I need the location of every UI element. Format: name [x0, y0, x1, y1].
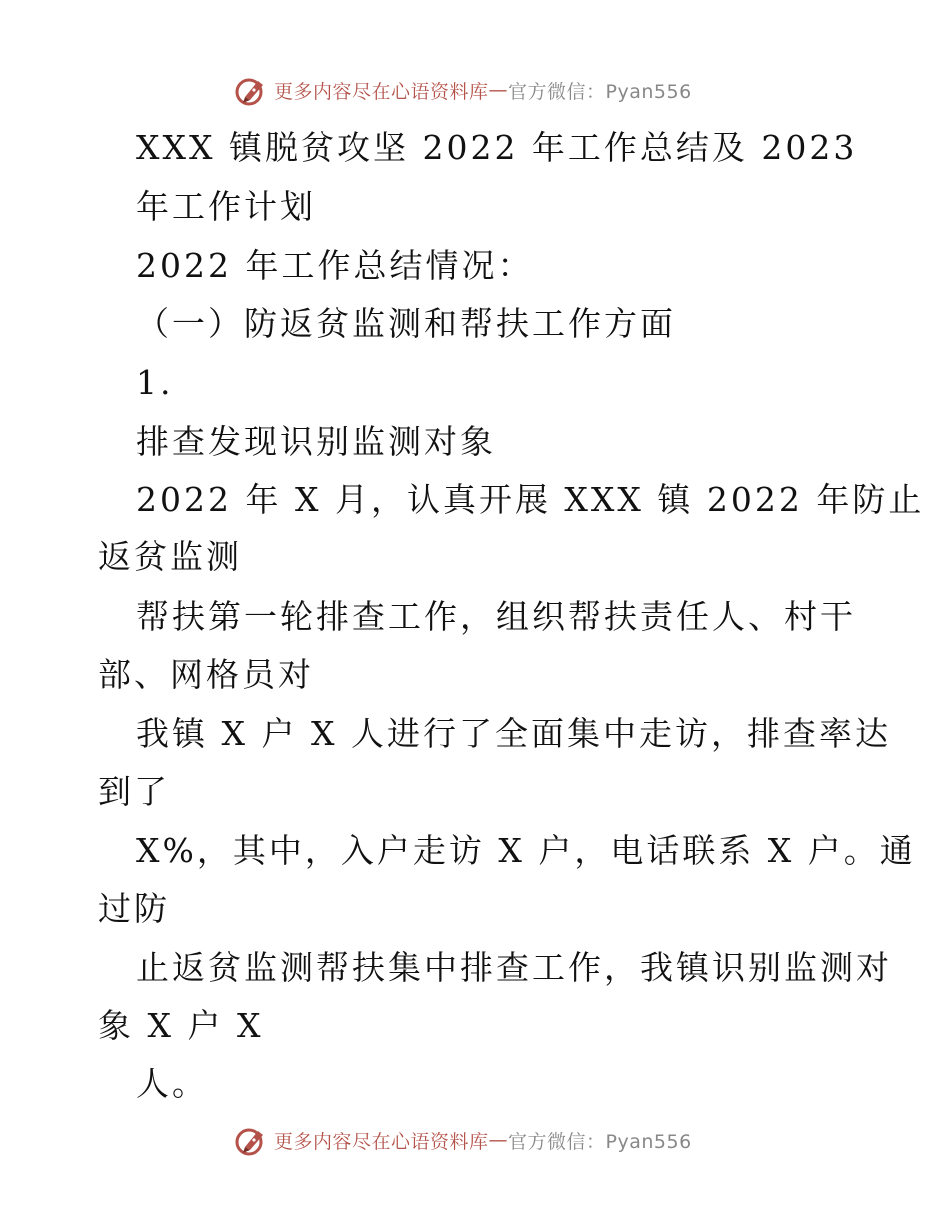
paragraph-line: 止返贫监测帮扶集中排查工作，我镇识别监测对 — [136, 948, 892, 987]
paragraph-line: 象 X 户 X — [98, 1006, 264, 1045]
paragraph-line: X%，其中，入户走访 X 户，电话联系 X 户。通 — [136, 831, 916, 870]
header-watermark — [234, 72, 692, 108]
section-heading: 2022 年工作总结情况： — [136, 246, 534, 285]
subsection-heading: （一）防返贫监测和帮扶工作方面 — [136, 304, 676, 343]
watermark-main-text: 更多内容尽在心语资料库 — [274, 1130, 489, 1153]
watermark-contact-text: 官方微信：Pyan556 — [508, 1130, 692, 1153]
footer-watermark — [234, 1122, 692, 1158]
paragraph-line: 部、网格员对 — [98, 655, 314, 694]
paragraph-line: 过防 — [98, 889, 170, 928]
paragraph-line: 返贫监测 — [98, 537, 242, 576]
title-line-1: XXX 镇脱贫攻坚 2022 年工作总结及 2023 — [136, 128, 858, 167]
paragraph-line: 帮扶第一轮排查工作，组织帮扶责任人、村干 — [136, 597, 856, 636]
paragraph-line: 2022 年 X 月，认真开展 XXX 镇 2022 年防止 — [136, 480, 925, 519]
watermark-contact-text: 官方微信：Pyan556 — [508, 80, 692, 103]
watermark-main-text: 更多内容尽在心语资料库 — [274, 80, 489, 103]
title-line-2: 年工作计划 — [136, 187, 316, 226]
paragraph-line: 我镇 X 户 X 人进行了全面集中走访，排查率达 — [136, 714, 891, 753]
item-heading: 排查发现识别监测对象 — [136, 422, 496, 461]
paragraph-line: 到了 — [98, 772, 170, 811]
watermark-separator: — — [488, 79, 509, 101]
pen-nib-logo-icon — [234, 73, 268, 107]
item-number: 1. — [136, 363, 174, 402]
paragraph-line: 人。 — [136, 1064, 208, 1103]
watermark-separator: — — [488, 1129, 509, 1151]
pen-nib-logo-icon — [234, 1123, 268, 1157]
